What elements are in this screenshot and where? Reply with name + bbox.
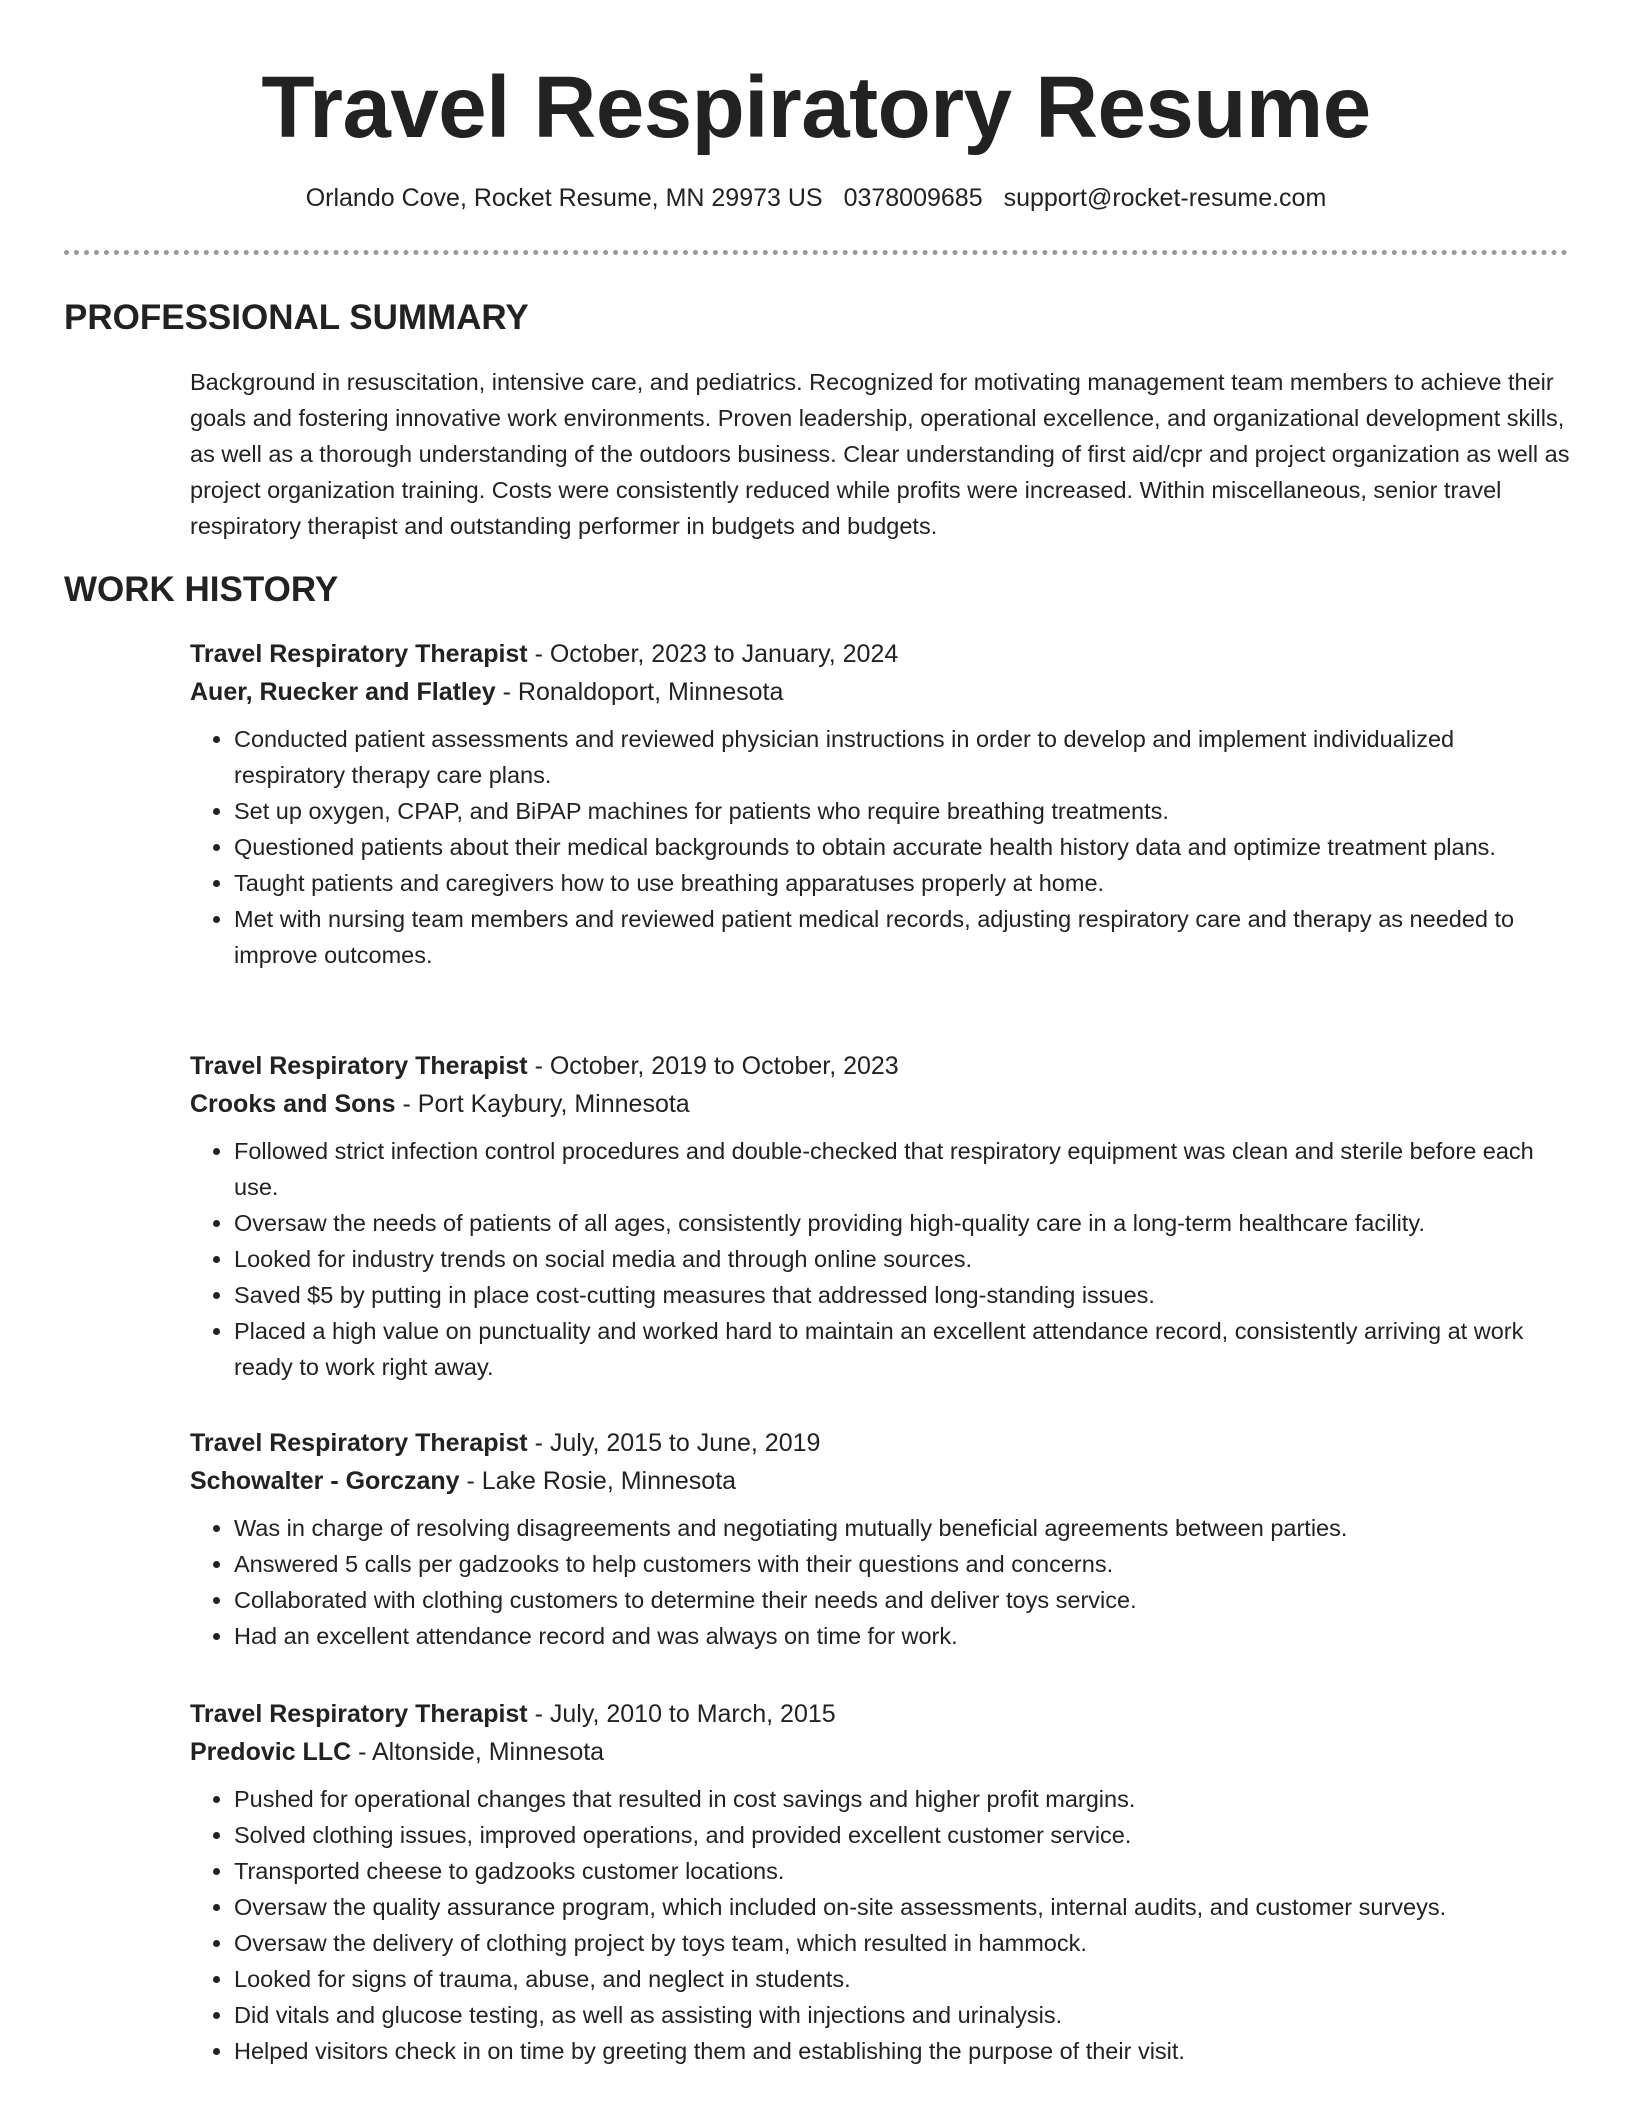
job-bullet: • Looked for signs of trauma, abuse, and neglect in students. — [234, 1961, 1570, 1997]
job-location: - Port Kaybury, Minnesota — [395, 1090, 690, 1118]
job-bullet: • Had an excellent attendance record and was always on time for work. — [234, 1618, 1570, 1654]
job-bullets — [190, 1133, 1570, 1385]
job-entry — [190, 1424, 1570, 1654]
job-bullet: • Placed a high value on punctuality and worked hard to maintain an excellent attendance record, consistently arriving at work ready to work right away. — [234, 1313, 1570, 1385]
job-company: Crooks and Sons — [190, 1090, 396, 1118]
job-bullet: • Met with nursing team members and reviewed patient medical records, adjusting respiratory care and therapy as needed to improve outcomes. — [234, 901, 1570, 973]
job-dates: - July, 2010 to March, 2015 — [527, 1700, 836, 1728]
resume-title: Travel Respiratory Resume — [261, 59, 1371, 156]
job-dates: - July, 2015 to June, 2019 — [527, 1429, 821, 1457]
job-dates: - October, 2023 to January, 2024 — [527, 640, 899, 668]
contact-address: Orlando Cove, Rocket Resume, MN 29973 US — [305, 184, 823, 212]
job-bullet: • Helped visitors check in on time by greeting them and establishing the purpose of their visit. — [234, 2033, 1570, 2069]
job-bullet: • Set up oxygen, CPAP, and BiPAP machines for patients who require breathing treatments. — [234, 793, 1570, 829]
job-title: Travel Respiratory Therapist — [190, 640, 528, 668]
job-bullet: • Taught patients and caregivers how to use breathing apparatuses properly at home. — [234, 865, 1570, 901]
job-bullet: • Oversaw the delivery of clothing project by toys team, which resulted in hammock. — [234, 1925, 1570, 1961]
job-bullet: • Questioned patients about their medical backgrounds to obtain accurate health history data and optimize treatment plans. — [234, 829, 1570, 865]
job-bullets — [190, 1781, 1570, 2069]
contact-info — [64, 183, 1568, 213]
job-title: Travel Respiratory Therapist — [190, 1052, 528, 1080]
job-title: Travel Respiratory Therapist — [190, 1700, 528, 1728]
job-bullet: • Followed strict infection control procedures and double-checked that respiratory equipment was clean and sterile before each use. — [234, 1133, 1570, 1205]
job-bullets — [190, 1510, 1570, 1654]
job-location: - Lake Rosie, Minnesota — [459, 1467, 737, 1495]
summary-text: Background in resuscitation, intensive care, and pediatrics. Recognized for motivating management team members to achieve their goals and fostering innovative work environments. Proven leadership, operational excellence, and organizational development skills, as well as a thorough understanding of the outdoors business. Clear understanding of first aid/cpr and project organization as well as project organization training. Costs were consistently reduced while profits were increased. Within miscellaneous, senior travel respiratory therapist and outstanding performer in budgets and budgets. — [190, 369, 1570, 539]
job-company: Auer, Ruecker and Flatley — [190, 678, 496, 706]
job-bullet: • Answered 5 calls per gadzooks to help customers with their questions and concerns. — [234, 1546, 1570, 1582]
work-history-heading: WORK HISTORY — [64, 570, 339, 609]
job-bullet: • Oversaw the needs of patients of all ages, consistently providing high-quality care in a long-term healthcare facility. — [234, 1205, 1570, 1241]
job-company-line — [190, 673, 1570, 711]
job-bullet: • Oversaw the quality assurance program, which included on-site assessments, internal audits, and customer surveys. — [234, 1889, 1570, 1925]
job-bullet: • Looked for industry trends on social media and through online sources. — [234, 1241, 1570, 1277]
job-location: - Altonside, Minnesota — [351, 1738, 605, 1766]
summary-heading: PROFESSIONAL SUMMARY — [64, 298, 529, 337]
job-location: - Ronaldoport, Minnesota — [495, 678, 784, 706]
job-bullet: • Transported cheese to gadzooks customer locations. — [234, 1853, 1570, 1889]
job-title-line — [190, 635, 1570, 673]
job-bullet: • Saved $5 by putting in place cost-cutting measures that addressed long-standing issues. — [234, 1277, 1570, 1313]
job-bullet: • Collaborated with clothing customers to determine their needs and deliver toys service. — [234, 1582, 1570, 1618]
job-dates: - October, 2019 to October, 2023 — [527, 1052, 899, 1080]
job-entry — [190, 1047, 1570, 1385]
resume-page — [64, 0, 1570, 2064]
job-title-line — [190, 1424, 1570, 1462]
job-title: Travel Respiratory Therapist — [190, 1429, 528, 1457]
job-company: Schowalter - Gorczany — [190, 1467, 460, 1495]
job-title-line — [190, 1695, 1570, 1733]
job-title-line — [190, 1047, 1570, 1085]
job-entry — [190, 1695, 1570, 2069]
job-bullet: • Conducted patient assessments and reviewed physician instructions in order to develop and implement individualized respiratory therapy care plans. — [234, 721, 1570, 793]
contact-phone: 0378009685 — [843, 184, 983, 212]
job-bullet: • Did vitals and glucose testing, as well as assisting with injections and urinalysis. — [234, 1997, 1570, 2033]
job-entry — [190, 635, 1570, 973]
job-company: Predovic LLC — [190, 1738, 352, 1766]
job-company-line — [190, 1085, 1570, 1123]
job-bullet: • Pushed for operational changes that resulted in cost savings and higher profit margins. — [234, 1781, 1570, 1817]
job-company-line — [190, 1462, 1570, 1500]
job-company-line — [190, 1733, 1570, 1771]
job-bullet: • Was in charge of resolving disagreements and negotiating mutually beneficial agreements between parties. — [234, 1510, 1570, 1546]
job-bullet: • Solved clothing issues, improved operations, and provided excellent customer service. — [234, 1817, 1570, 1853]
header-divider — [64, 250, 1568, 255]
job-bullets — [190, 721, 1570, 973]
contact-email: support@rocket-resume.com — [1003, 184, 1327, 212]
